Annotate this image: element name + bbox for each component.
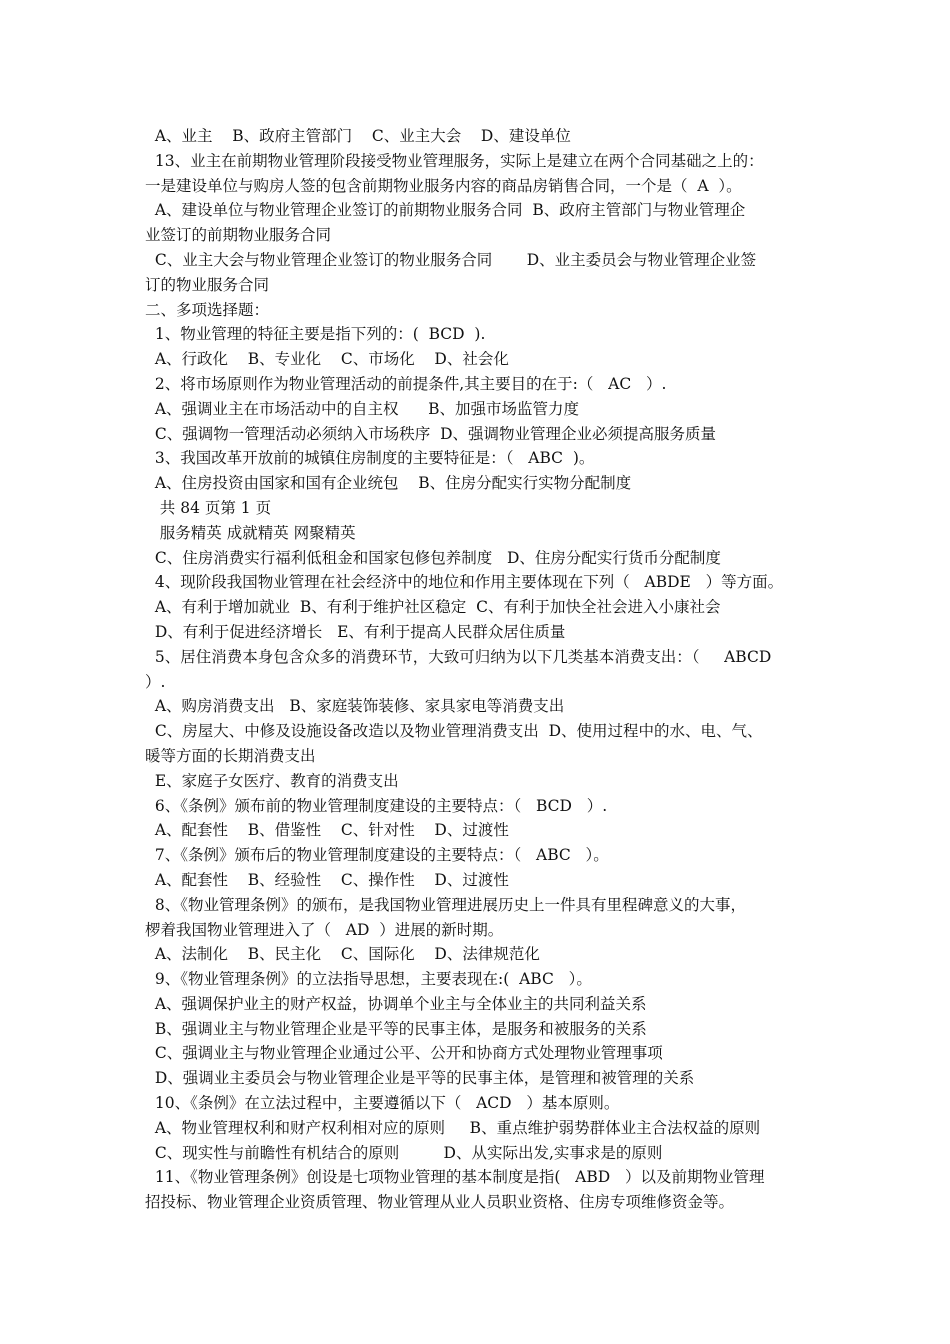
answer-options-q13-ab-cont: 业签订的前期物业服务合同 [145, 226, 332, 245]
mc-options-6: A、配套性 B、借鉴性 C、针对性 D、过渡性 [145, 821, 509, 840]
mc-options-5-e: E、家庭子女医疗、教育的消费支出 [145, 771, 399, 790]
mc-options-8: A、法制化 B、民主化 C、国际化 D、法律规范化 [145, 945, 540, 964]
mc-question-11: 11、《物业管理条例》创设是七项物业管理的基本制度是指( ABD ）以及前期物业管理 [145, 1168, 765, 1187]
mc-question-1: 1、物业管理的特征主要是指下列的：( BCD ). [145, 325, 486, 344]
mc-options-4-de: D、有利于促进经济增长 E、有利于提高人民群众居住质量 [145, 622, 566, 641]
question-13-cont: 一是建设单位与购房人签的包含前期物业服务内容的商品房销售合同，一个是（ A ）。 [145, 176, 742, 195]
mc-question-7: 7、《条例》颁布后的物业管理制度建设的主要特点：（ ABC ）。 [145, 846, 609, 865]
document-page [145, 124, 825, 1215]
mc-options-9-b: B、强调业主与物业管理企业是平等的民事主体，是服务和被服务的关系 [145, 1019, 647, 1038]
question-13: 13、业主在前期物业管理阶段接受物业管理服务，实际上是建立在两个合同基础之上的： [145, 151, 764, 170]
mc-options-5-cd: C、房屋大、中修及设施设备改造以及物业管理消费支出 D、使用过程中的水、电、气、 [145, 722, 763, 741]
mc-options-2-ab: A、强调业主在市场活动中的自主权 B、加强市场监管力度 [145, 399, 580, 418]
mc-options-7: A、配套性 B、经验性 C、操作性 D、过渡性 [145, 870, 509, 889]
mc-question-4: 4、现阶段我国物业管理在社会经济中的地位和作用主要体现在下列（ ABDE ）等方面。 [145, 573, 784, 592]
mc-options-10-ab: A、物业管理权利和财产权利相对应的原则 B、重点维护弱势群体业主合法权益的原则 [145, 1118, 761, 1137]
mc-options-10-cd: C、现实性与前瞻性有机结合的原则 D、从实际出发,实事求是的原则 [145, 1143, 663, 1162]
mc-question-10: 10、《条例》在立法过程中，主要遵循以下（ ACD ）基本原则。 [145, 1094, 620, 1113]
answer-options-q13-cd: C、业主大会与物业管理企业签订的物业服务合同 D、业主委员会与物业管理企业签 [145, 250, 757, 269]
page-number-footer: 共 84 页第 1 页 [145, 498, 272, 517]
answer-options-q12: A、业主 B、政府主管部门 C、业主大会 D、建设单位 [145, 127, 571, 145]
mc-question-11-cont: 招投标、物业管理企业资质管理、物业管理从业人员职业资格、住房专项维修资金等。 [145, 1193, 735, 1212]
section-heading-multiple-choice: 二、多项选择题： [145, 300, 270, 319]
answer-options-q13-cd-cont: 订的物业服务合同 [145, 275, 270, 294]
mc-question-8-cont: 椤着我国物业管理进入了（ AD ）进展的新时期。 [145, 920, 504, 939]
mc-options-2-cd: C、强调物一管理活动必须纳入市场秩序 D、强调物业管理企业必须提高服务质量 [145, 424, 716, 443]
mc-question-8: 8、《物业管理条例》的颁布，是我国物业管理进展历史上一件具有里程碑意义的大事， [145, 895, 746, 914]
mc-question-9: 9、《物业管理条例》的立法指导思想，主要表现在:( ABC ）。 [145, 970, 592, 989]
answer-options-q13-ab: A、建设单位与物业管理企业签订的前期物业服务合同 B、政府主管部门与物业管理企 [145, 201, 746, 220]
mc-options-4-abc: A、有利于增加就业 B、有利于维护社区稳定 C、有利于加快全社会进入小康社会 [145, 598, 721, 617]
mc-question-5-cont: ）. [145, 672, 166, 691]
mc-options-3-ab: A、住房投资由国家和国有企业统包 B、住房分配实行实物分配制度 [145, 474, 632, 493]
mc-options-9-c: C、强调业主与物业管理企业通过公平、公开和协商方式处理物业管理事项 [145, 1044, 663, 1063]
mc-options-5-cd-cont: 暖等方面的长期消费支出 [145, 746, 316, 765]
mc-options-3-cd: C、住房消费实行福利低租金和国家包修包养制度 D、住房分配实行货币分配制度 [145, 548, 721, 567]
mc-options-9-a: A、强调保护业主的财产权益，协调单个业主与全体业主的共同利益关系 [145, 994, 647, 1013]
mc-question-6: 6、《条例》颁布前的物业管理制度建设的主要特点：（ BCD ）. [145, 796, 608, 815]
mc-options-9-d: D、强调业主委员会与物业管理企业是平等的民事主体，是管理和被管理的关系 [145, 1069, 695, 1088]
mc-options-1: A、行政化 B、专业化 C、市场化 D、社会化 [145, 350, 509, 369]
mc-options-5-ab: A、购房消费支出 B、家庭装饰装修、家具家电等消费支出 [145, 697, 565, 716]
mc-question-2: 2、将市场原则作为物业管理活动的前提条件,其主要目的在于:（ AC ）. [145, 374, 667, 393]
page-header-slogan: 服务精英 成就精英 网聚精英 [145, 523, 356, 542]
mc-question-3: 3、我国改革开放前的城镇住房制度的主要特征是：（ ABC )。 [145, 449, 595, 468]
mc-question-5: 5、居住消费本身包含众多的消费环节，大致可归纳为以下几类基本消费支出：（ ABCD [145, 647, 772, 666]
